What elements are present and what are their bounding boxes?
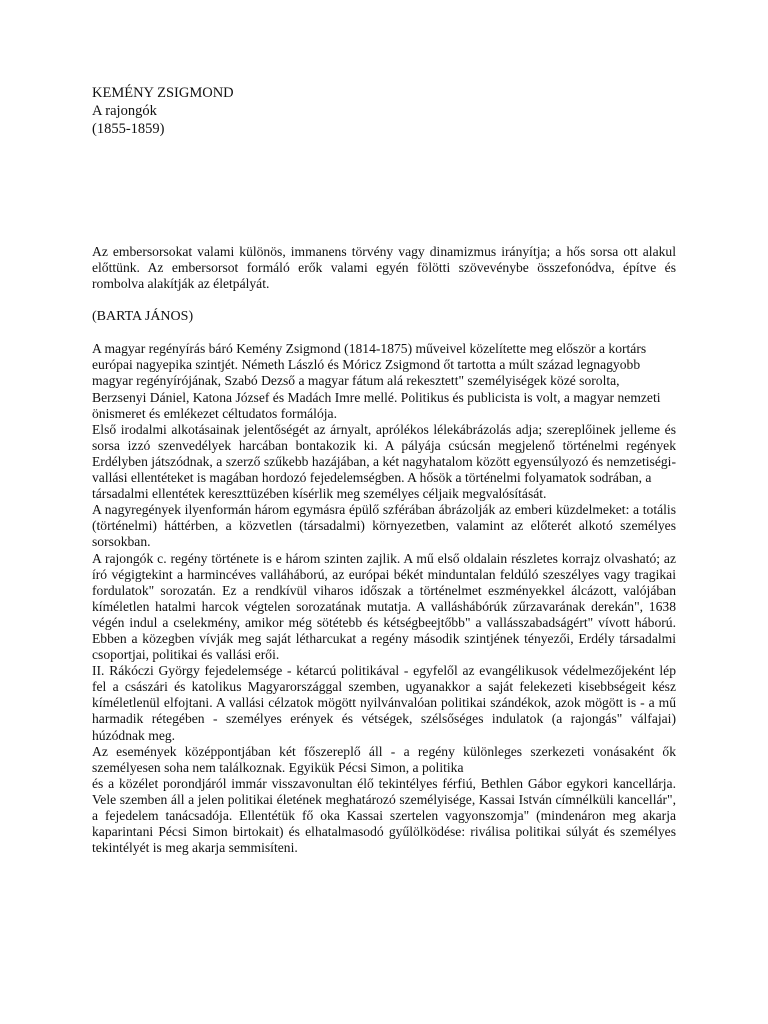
paragraph: A magyar regényírás báró Kemény Zsigmond (1814-1875) műveivel közelítette meg először a kortárs európai nagyepika szintjét. Németh László és Móricz Zsigmond őt tartotta a múlt század legnagyobb magyar regényírójának, Szabó Dezső a magyar fátum alá rekesztett" személyiségek közé sorolta, Berzsenyi Dániel, Katona József és Madách Imre mellé. Politikus és publicista is volt, a magyar nemzeti önismeret és emlékezet céltudatos formálója.	[92, 341, 661, 421]
document-page	[92, 84, 676, 856]
document-header	[92, 84, 676, 138]
paragraph: II. Rákóczi György fejedelemsége - kétarcú politikával - egyfelől az evangélikusok védelmezőjeként lép fel a császári és katolikus Magyarországgal szemben, ugyanakkor a saját felekezeti kisebbségeit kész kíméletlenül elfojtani. A vallási célzatok mögött nyilvánvalóan politikai szándékok, azok mögött is - a mű harmadik rétegében - személyes erények és vétségek, szélsőséges indulatok (a rajongás" válfajai) húzódnak meg.	[92, 663, 676, 743]
work-title: A rajongók	[92, 103, 157, 119]
paragraph: A nagyregények ilyenformán három egymásra épülő szférában ábrázolják az emberi küzdelmeket: a totális (történelmi) háttérben, a közvetlen (társadalmi) környezetben, valamint az előterét alkotó személyes sorsokban.	[92, 502, 676, 550]
paragraph: és a közélet porondjáról immár visszavonultan élő tekintélyes férfiú, Bethlen Gábor egykori kancellárja. Vele szemben áll a jelen politikai életének meghatározó személyisége, Kassai István címnélküli kancellár", a fejedelem tanácsadója. Ellentétük fő oka Kassai szertelen vagyonszomja" (mindenáron meg akarja kaparintani Pécsi Simon birtokait) és elhatalmasodó gyűlölködése: riválisa politikai súlyát és személyes tekintélyét is meg akarja semmisíteni.	[92, 775, 676, 856]
work-years: (1855-1859)	[92, 121, 165, 137]
motto-text: Az embersorsokat valami különös, immanens törvény vagy dinamizmus irányítja; a hős sorsa ott alakul előttünk. Az embersorsot formáló erők valami egyén fölötti szövevénybe összefonódva, építve és rombolva alakítják az életpályát.	[92, 244, 676, 292]
author-name: KEMÉNY ZSIGMOND	[92, 85, 234, 101]
paragraph: A rajongók c. regény története is e három szinten zajlik. A mű első oldalain részletes korrajz olvasható; az író végigtekint a harmincéves valláháború, az európai békét minduntalan feldúló szeszélyes vagy tragikai fordulatok" sorozatán. Ez a rendkívül viharos időszak a történelmet eszményekkel álcázott, valójában kíméletlen hatalmi harcok végtelen sorozatának mutatja. A valláshábórúk zűrzavarának derekán", 1638 végén indul a cselekmény, amikor még sötétebb és kétségbeejtőbb" a vallásszabadságért" vívott háború. Ebben a közegben vívják meg saját létharcukat a regény második szintjének tényezői, Erdély társadalmi csoportjai, politikai és vallási erői.	[92, 550, 676, 663]
paragraph: társadalmi ellentétek kereszttüzében kísérlik meg személyes céljaik megvalósítását.	[92, 486, 547, 502]
paragraph: Első irodalmi alkotásainak jelentőségét az árnyalt, aprólékos lélekábrázolás adja; szereplőinek jelleme és sorsa izzó szenvedélyek harcában bontakozik ki. A pályája csúcsán megjelenő történelmi regények Erdélyben játszódnak, a szerző szűkebb hazájában, a két nagyhatalom között egyensúlyozó és nemzetiségi-vallási ellentéteket is magában hordozó fejedelemségben. A hősök a történelmi folyamatok sodrában, a	[92, 421, 676, 486]
motto-author: (BARTA JÁNOS)	[92, 309, 194, 325]
paragraph: Az események középpontjában két főszereplő áll - a regény különleges szerkezeti vonásaként ők személyesen soha nem találkoznak. Egyikük Pécsi Simon, a politika	[92, 743, 676, 775]
